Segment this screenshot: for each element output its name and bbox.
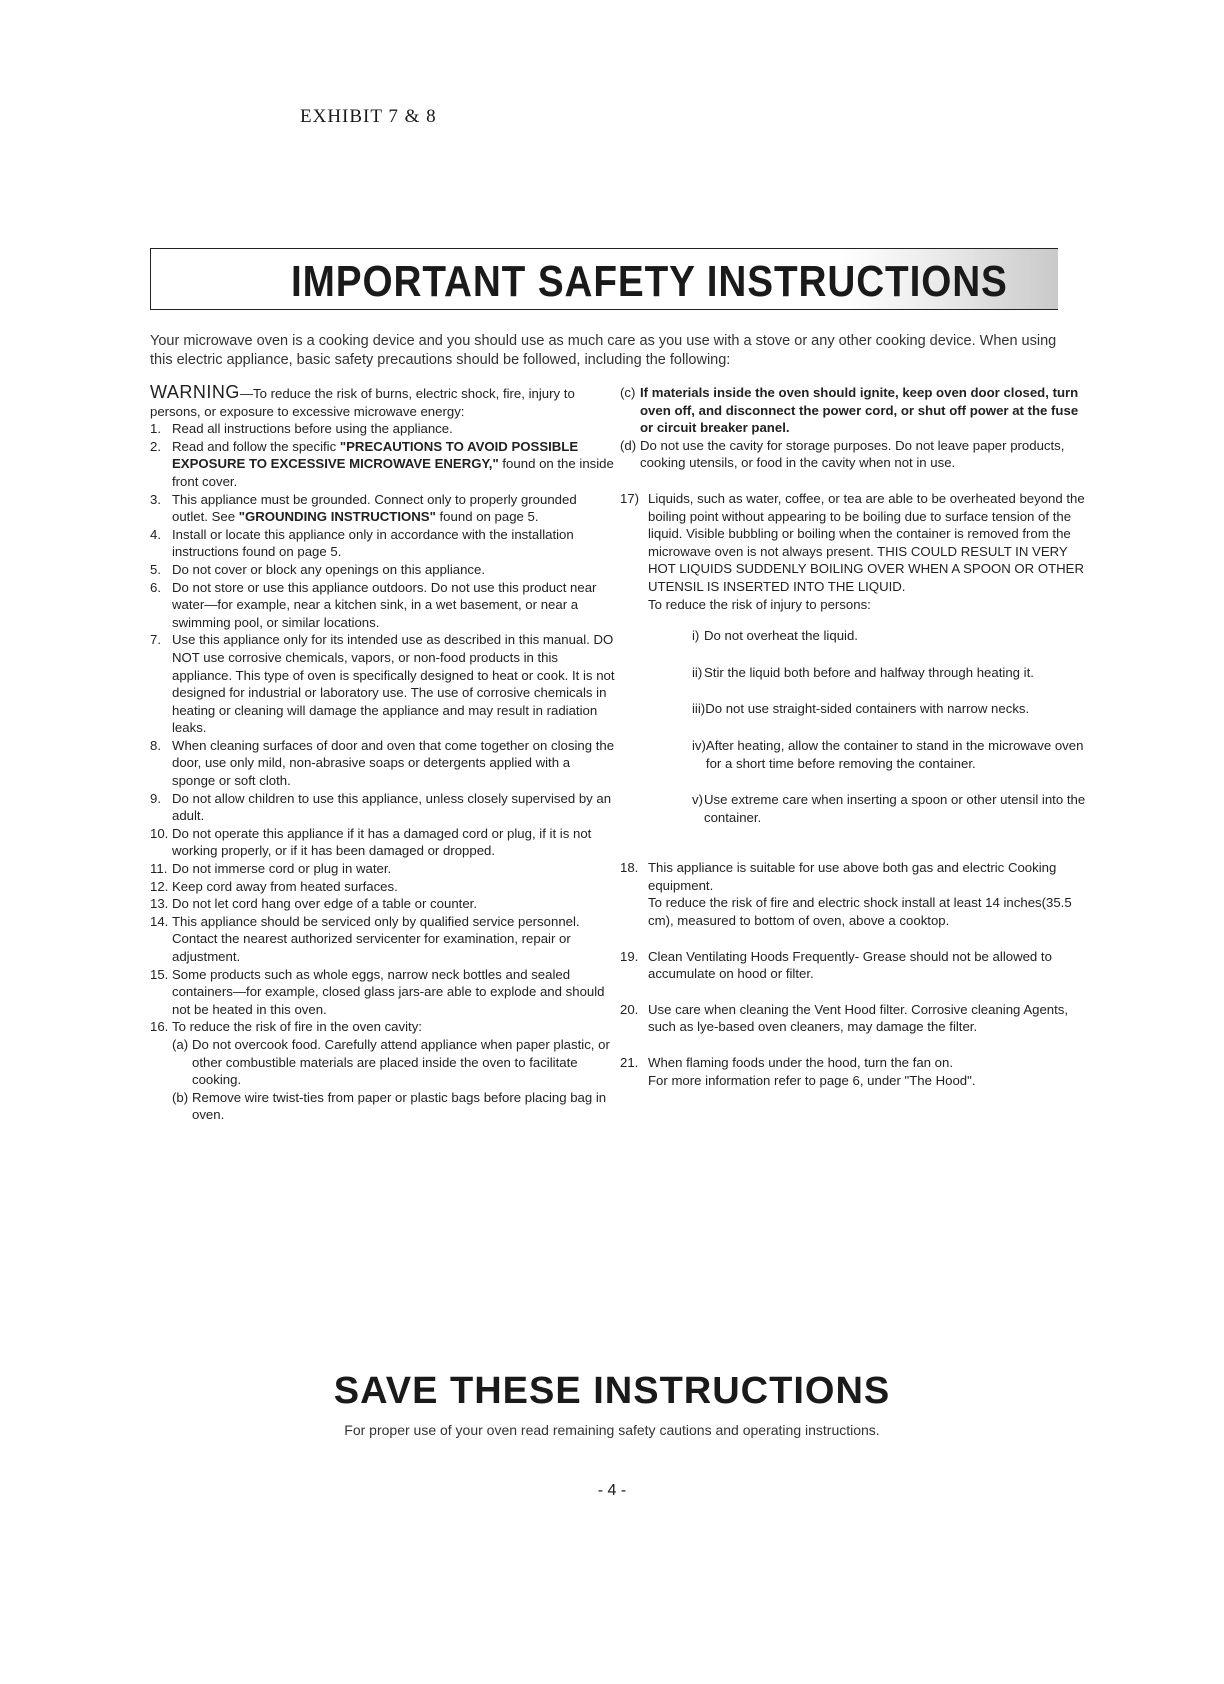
item-number: 12. <box>150 878 169 894</box>
item-text-bold: "GROUNDING INSTRUCTIONS" <box>238 509 436 525</box>
roman-number: iv) <box>692 737 706 753</box>
roman-item <box>692 664 1090 682</box>
item-number: 14. <box>150 913 169 929</box>
item-number: 17) <box>620 490 640 506</box>
save-instructions-heading: SAVE THESE INSTRUCTIONS <box>333 1370 891 1412</box>
item-number: 1. <box>150 421 161 437</box>
item-text: Install or locate this appliance only in accordance with the installation instructions found on page 5. <box>172 526 574 560</box>
item-text: Do not store or use this appliance outdoors. Do not use this product near water—for example, near a kitchen sink, in a wet basement, or near a swimming pool, or similar locations. <box>172 579 597 630</box>
item-17-text: Liquids, such as water, coffee, or tea are able to be overheated beyond the boiling point without appearing to be boiling due to surface tension of the liquid. Visible bubbling or boiling when the container is removed from the microwave oven is not always present. THIS COULD RESULT IN VERY HOT LIQUIDS SUDDENLY BOILING OVER WHEN A SPOON OR OTHER UTENSIL IS INSERTED INTO THE LIQUID. <box>648 490 1085 594</box>
sub-item <box>620 384 1090 437</box>
item-number: 6. <box>150 579 161 595</box>
roman-text: Stir the liquid both before and halfway through heating it. <box>704 664 1034 680</box>
list-item <box>150 561 615 579</box>
title-banner <box>150 248 1058 310</box>
item-number: 7. <box>150 632 161 648</box>
list-item <box>620 490 1090 613</box>
list-item <box>150 420 615 438</box>
sub-item-text: Do not use the cavity for storage purposes. Do not leave paper products, cooking utensils, or food in the cavity when not in use. <box>640 437 1065 471</box>
item-18-text: This appliance is suitable for use above both gas and electric Cooking equipment. <box>648 860 1057 893</box>
sub-item <box>172 1036 615 1089</box>
sub-item <box>620 437 1090 472</box>
roman-item <box>692 700 1090 718</box>
list-item <box>150 631 615 737</box>
item-text: Do not operate this appliance if it has a damaged cord or plug, if it is not working properly, or if it has been damaged or dropped. <box>172 825 592 859</box>
item-text: Do not let cord hang over edge of a table or counter. <box>172 896 477 912</box>
item-text-post: found on page 5. <box>435 509 539 525</box>
roman-text: After heating, allow the container to stand in the microwave oven for a short time before removing the container. <box>705 737 1084 771</box>
sub-item <box>172 1089 615 1124</box>
item-text <box>172 491 615 526</box>
item-number: 18. <box>620 860 639 876</box>
list-item <box>150 825 615 860</box>
item-number: 10. <box>150 825 169 841</box>
item-number: 16. <box>150 1019 169 1035</box>
item-text: Do not immerse cord or plug in water. <box>172 861 392 877</box>
warning-paragraph <box>150 384 615 420</box>
item-text <box>648 490 1090 613</box>
item-number: 15. <box>150 966 169 982</box>
item-number: 19. <box>620 948 639 964</box>
item-number: 21. <box>620 1055 639 1071</box>
roman-list <box>692 627 1090 826</box>
roman-text: Use extreme care when inserting a spoon or other utensil into the container. <box>704 792 1086 825</box>
item-text: When cleaning surfaces of door and oven that come together on closing the door, use only mild, non-abrasive soaps or detergents applied with a sponge or soft cloth. <box>172 737 615 789</box>
item-text: Do not allow children to use this appliance, unless closely supervised by an adult. <box>172 790 612 824</box>
exhibit-label: EXHIBIT 7 & 8 <box>300 106 437 127</box>
item-text: Clean Ventilating Hoods Frequently- Grease should not be allowed to accumulate on hood or filter. <box>648 948 1052 982</box>
roman-text: Do not use straight-sided containers with narrow necks. <box>705 701 1030 717</box>
item-number: 2. <box>150 438 161 454</box>
item-text <box>172 438 615 491</box>
sub-item-text: Remove wire twist-ties from paper or plastic bags before placing bag in oven. <box>192 1089 607 1123</box>
right-column <box>620 384 1090 1089</box>
item-text <box>648 1054 1090 1089</box>
list-item <box>150 737 615 790</box>
item-number: 13. <box>150 896 169 912</box>
sub-item-letter: (b) <box>172 1089 189 1105</box>
list-item <box>150 526 615 561</box>
intro-paragraph: Your microwave oven is a cooking device and you should use as much care as you use with a stove or any other cooking device. When using this electric appliance, basic safety precautions should be followed, including the following: <box>150 333 1057 368</box>
sub-item-letter: (a) <box>172 1036 189 1052</box>
save-instructions-subtext: For proper use of your oven read remaining safety cautions and operating instructions. <box>344 1422 880 1438</box>
list-item <box>150 913 615 966</box>
item-17-reduce: To reduce the risk of injury to persons: <box>648 596 871 612</box>
list-item <box>150 878 615 896</box>
item-number: 9. <box>150 790 161 806</box>
roman-item <box>692 791 1090 826</box>
sub-item-text: If materials inside the oven should ignite, keep oven door closed, turn oven off, and disconnect the power cord, or shut off power at the fuse or circuit breaker panel. <box>640 385 1079 436</box>
item-text: This appliance should be serviced only by qualified service personnel. Contact the nearest authorized servicenter for examination, repair or adjustment. <box>172 913 580 964</box>
roman-number: ii) <box>692 664 703 680</box>
item-text: Read all instructions before using the appliance. <box>172 421 453 437</box>
list-item <box>150 491 615 526</box>
item-18-extra: To reduce the risk of fire and electric shock install at least 14 inches(35.5 cm), measured to bottom of oven, above a cooktop. <box>648 895 1072 929</box>
list-item <box>620 859 1090 929</box>
list-item <box>150 579 615 632</box>
item-number: 8. <box>150 737 161 753</box>
item-number: 20. <box>620 1001 639 1017</box>
page-number: - 4 - <box>597 1482 627 1499</box>
item-text <box>648 859 1090 929</box>
roman-number: iii) <box>692 701 706 717</box>
item-text-post: found on the inside front cover. <box>172 456 614 489</box>
list-item <box>150 790 615 825</box>
sub-item-text: Do not overcook food. Carefully attend appliance when paper plastic, or other combustible materials are placed inside the oven to facilitate cooking. <box>192 1036 610 1088</box>
roman-text: Do not overheat the liquid. <box>704 628 858 644</box>
item-text: Use this appliance only for its intended use as described in this manual. DO NOT use corrosive chemicals, vapors, or non-food products in this appliance. This type of oven is specifically designed to heat or cook. It is not designed for industrial or laboratory use. The use of corrosive chemicals in heating or cleaning will damage the appliance and may result in radiation leaks. <box>172 632 615 736</box>
item-text: To reduce the risk of fire in the oven cavity: <box>172 1019 422 1035</box>
list-item <box>620 948 1090 983</box>
item-text: Use care when cleaning the Vent Hood filter. Corrosive cleaning Agents, such as lye-based oven cleaners, may damage the filter. <box>648 1001 1069 1035</box>
item-text-pre: Read and follow the specific <box>172 438 340 454</box>
roman-number: i) <box>692 628 700 644</box>
list-item <box>620 1054 1090 1089</box>
list-item <box>150 1018 615 1036</box>
warning-heading: WARNING <box>150 382 240 402</box>
list-item <box>150 860 615 878</box>
item-text: Some products such as whole eggs, narrow neck bottles and sealed containers—for example, closed glass jars-are able to explode and should not be heated in this oven. <box>172 966 605 1017</box>
item-number: 11. <box>150 861 168 877</box>
list-item <box>150 966 615 1019</box>
list-item <box>150 895 615 913</box>
roman-item <box>692 627 1090 645</box>
item-number: 5. <box>150 561 161 577</box>
page-title: IMPORTANT SAFETY INSTRUCTIONS <box>291 257 1008 306</box>
list-item <box>620 1001 1090 1036</box>
item-text: Do not cover or block any openings on this appliance. <box>172 561 486 577</box>
sub-item-letter: (d) <box>620 437 637 453</box>
item-number: 4. <box>150 526 161 542</box>
roman-item <box>692 737 1090 772</box>
list-item <box>150 438 615 491</box>
item-21-extra: For more information refer to page 6, under "The Hood". <box>648 1072 976 1088</box>
item-text-pre: This appliance must be grounded. Connect only to properly grounded outlet. See <box>172 491 577 525</box>
item-text: Keep cord away from heated surfaces. <box>172 878 398 894</box>
roman-number: v) <box>692 792 703 808</box>
sub-item-letter: (c) <box>620 385 636 400</box>
item-21-text: When flaming foods under the hood, turn the fan on. <box>648 1055 953 1071</box>
item-text-bold: "PRECAUTIONS TO AVOID POSSIBLE EXPOSURE TO EXCESSIVE MICROWAVE ENERGY," <box>172 438 579 472</box>
item-number: 3. <box>150 491 161 507</box>
warning-text: —To reduce the risk of burns, electric shock, fire, injury to persons, or exposure to excessive microwave energy: <box>150 386 575 419</box>
left-column <box>150 384 615 1124</box>
